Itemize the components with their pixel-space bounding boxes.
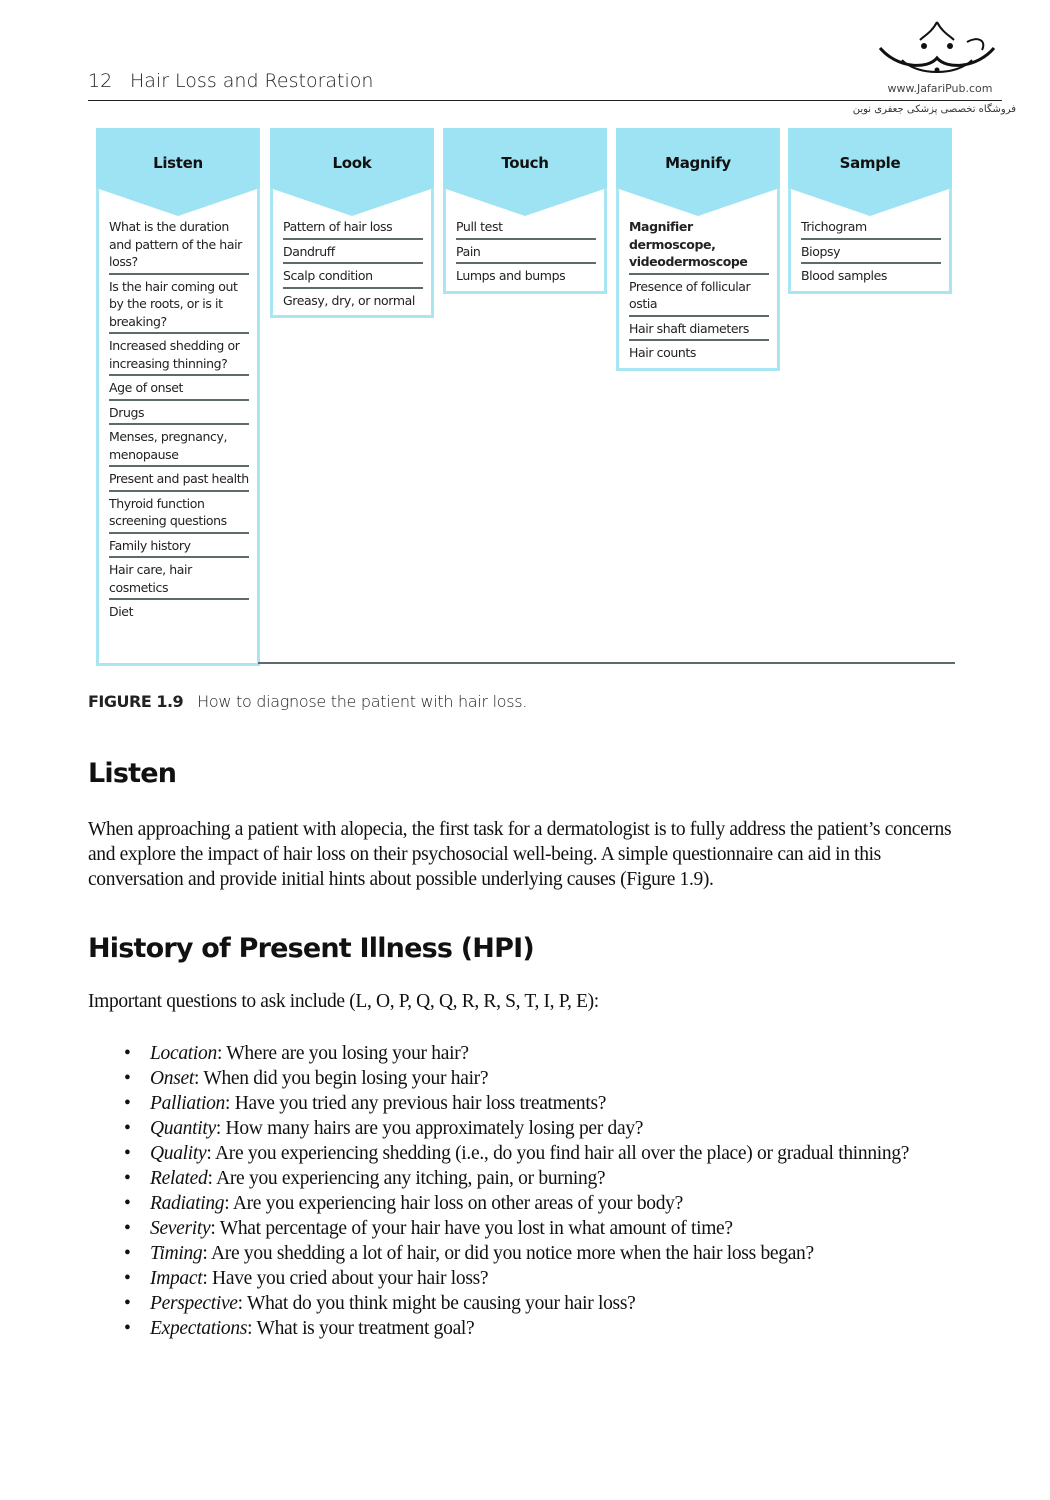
column-body: [788, 188, 952, 294]
figure-label: FIGURE 1.9: [88, 692, 184, 711]
column-item: Dandruff: [283, 243, 423, 265]
bullet-icon: •: [124, 1293, 131, 1314]
column-item: Age of onset: [109, 379, 249, 401]
publisher-logo-icon: [872, 18, 1002, 78]
figure-baseline: [258, 662, 955, 664]
hpi-intro: Important questions to ask include (L, O, P, Q, Q, R, R, S, T, I, P, E):: [88, 991, 599, 1012]
column-item: Presence of follicular ostia: [629, 278, 769, 317]
figure-column-sample: [788, 128, 952, 283]
list-item: [122, 1316, 952, 1341]
column-item: Lumps and bumps: [456, 268, 566, 283]
listen-paragraph: When approaching a patient with alopecia, the first task for a dermatologist is to fully address the patient’s concerns and explore the impact of hair loss on their psychosocial well-being. A simple questionnaire can aid in this conversation and provide initial hints about possible underlying causes (Figure 1.9).: [88, 819, 952, 890]
column-body: [616, 188, 780, 371]
bullet-icon: •: [124, 1143, 131, 1164]
question-text: : What is your treatment goal?: [247, 1318, 475, 1339]
page-number: 12: [88, 70, 113, 92]
column-title: Magnify: [665, 154, 731, 172]
column-item: Thyroid function screening questions: [109, 495, 249, 534]
column-item: Family history: [109, 537, 249, 559]
column-item: Magnifier dermoscope, videodermoscope: [629, 218, 769, 275]
column-title: Touch: [501, 154, 549, 172]
column-title: Look: [332, 154, 372, 172]
list-item: [122, 1116, 952, 1141]
bullet-icon: •: [124, 1093, 131, 1114]
bullet-icon: •: [124, 1243, 131, 1264]
column-title: Sample: [839, 154, 901, 172]
figure-column-magnify: [616, 128, 780, 360]
column-body: [270, 188, 434, 318]
column-item: Greasy, dry, or normal: [283, 292, 415, 308]
question-text: : Are you shedding a lot of hair, or did you notice more when the hair loss began?: [202, 1243, 814, 1264]
column-body: [443, 188, 607, 294]
column-body: [96, 188, 260, 666]
column-item: Hair counts: [629, 345, 697, 360]
list-item: [122, 1141, 952, 1166]
bullet-icon: •: [124, 1168, 131, 1189]
list-item: [122, 1066, 952, 1091]
publisher-tagline: فروشگاه تخصصی پزشکی جعفری نوین: [852, 104, 1016, 115]
column-item: Hair care, hair cosmetics: [109, 561, 249, 600]
column-item: Trichogram: [801, 218, 941, 240]
question-term: Quantity: [150, 1118, 216, 1139]
figure-column-look: [270, 128, 434, 308]
bullet-icon: •: [124, 1118, 131, 1139]
column-item: Pattern of hair loss: [283, 218, 423, 240]
publisher-url: www.JafariPub.com: [887, 82, 993, 95]
list-item: [122, 1291, 952, 1316]
question-term: Expectations: [150, 1318, 248, 1339]
question-term: Onset: [150, 1068, 194, 1089]
question-text: : Are you experiencing any itching, pain, or burning?: [207, 1168, 606, 1189]
question-text: : What do you think might be causing your hair loss?: [237, 1293, 636, 1314]
column-item: What is the duration and pattern of the hair loss?: [109, 218, 249, 275]
bullet-icon: •: [124, 1043, 131, 1064]
question-term: Perspective: [150, 1293, 238, 1314]
list-item: [122, 1266, 952, 1291]
column-item: Biopsy: [801, 243, 941, 265]
column-item: Drugs: [109, 404, 249, 426]
list-item: [122, 1216, 952, 1241]
question-text: : How many hairs are you approximately losing per day?: [215, 1118, 644, 1139]
figure-column-listen: [96, 128, 260, 619]
question-text: : Have you cried about your hair loss?: [202, 1268, 489, 1289]
question-text: : When did you begin losing your hair?: [194, 1068, 489, 1089]
bullet-icon: •: [124, 1193, 131, 1214]
column-title: Listen: [153, 154, 203, 172]
question-term: Location: [150, 1043, 217, 1064]
column-item: Increased shedding or increasing thinning?: [109, 337, 249, 376]
question-term: Impact: [150, 1268, 203, 1289]
question-text: : Where are you losing your hair?: [216, 1043, 469, 1064]
section-heading-listen: Listen: [88, 758, 177, 789]
list-item: [122, 1166, 952, 1191]
list-item: [122, 1241, 952, 1266]
question-text: : Are you experiencing hair loss on other areas of your body?: [224, 1193, 683, 1214]
bullet-icon: •: [124, 1268, 131, 1289]
column-item: Diet: [109, 604, 134, 619]
question-term: Radiating: [150, 1193, 225, 1214]
figure-column-touch: [443, 128, 607, 283]
bullet-icon: •: [124, 1068, 131, 1089]
list-item: [122, 1191, 952, 1216]
column-item: Hair shaft diameters: [629, 320, 769, 342]
list-item: [122, 1041, 952, 1066]
column-item: Blood samples: [801, 268, 888, 283]
book-title: Hair Loss and Restoration: [130, 70, 374, 92]
question-text: : Are you experiencing shedding (i.e., do you find hair all over the place) or gradual thinning?: [206, 1143, 910, 1164]
question-term: Timing: [150, 1243, 203, 1264]
figure-caption: [88, 692, 527, 711]
bullet-icon: •: [124, 1318, 131, 1339]
column-item: Is the hair coming out by the roots, or is it breaking?: [109, 278, 249, 335]
list-item: [122, 1091, 952, 1116]
question-term: Quality: [150, 1143, 207, 1164]
section-heading-hpi: History of Present Illness (HPI): [88, 933, 534, 964]
column-item: Pull test: [456, 218, 596, 240]
question-text: : Have you tried any previous hair loss treatments?: [225, 1093, 607, 1114]
column-item: Present and past health: [109, 470, 249, 492]
bullet-icon: •: [124, 1218, 131, 1239]
figure-caption-text: How to diagnose the patient with hair loss.: [197, 692, 528, 711]
hpi-question-list: [122, 1041, 952, 1341]
question-text: : What percentage of your hair have you lost in what amount of time?: [210, 1218, 733, 1239]
question-term: Severity: [150, 1218, 211, 1239]
running-header: [88, 70, 1002, 101]
column-item: Scalp condition: [283, 267, 423, 289]
question-term: Related: [150, 1168, 208, 1189]
question-term: Palliation: [150, 1093, 226, 1114]
column-item: Pain: [456, 243, 596, 265]
column-item: Menses, pregnancy, menopause: [109, 428, 249, 467]
